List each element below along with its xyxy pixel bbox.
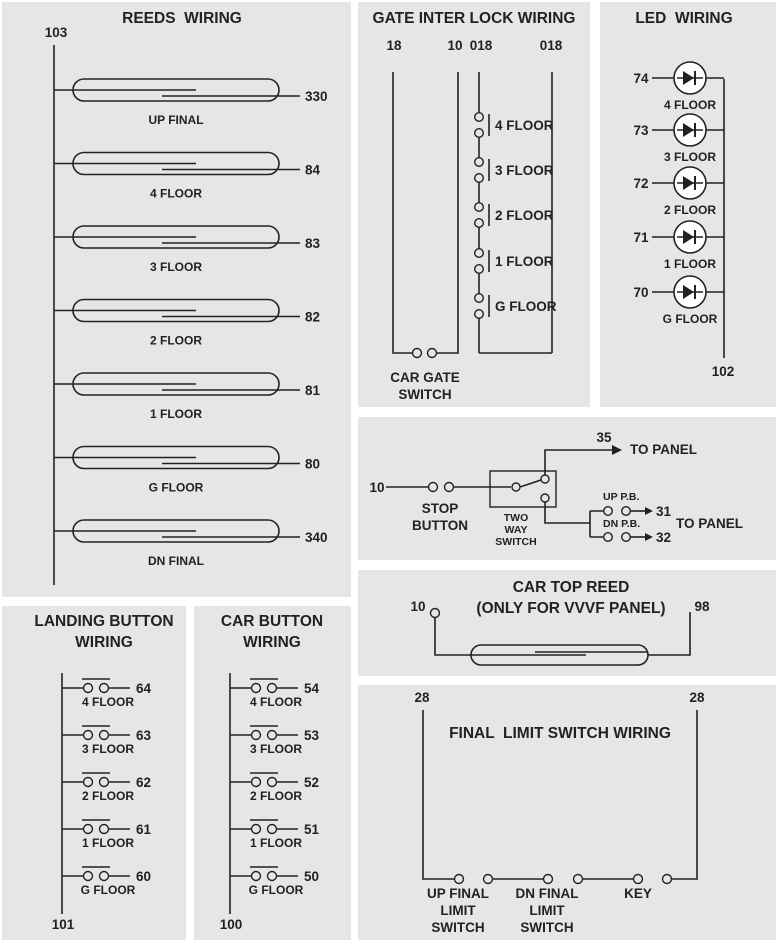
dn-final-contact-b: [574, 875, 583, 884]
dn-final-label-1: DN FINAL: [515, 886, 579, 901]
reed-label: 4 FLOOR: [149, 186, 203, 201]
button-label: G FLOOR: [248, 883, 304, 897]
stop-in-terminal: 10: [369, 480, 385, 495]
gate-contact-bottom: [475, 174, 484, 183]
gate-contact-bottom: [475, 265, 484, 274]
button-terminal: 60: [136, 869, 152, 884]
led-label: 4 FLOOR: [663, 98, 717, 112]
car-top-title-1: CAR TOP REED: [512, 579, 630, 596]
gate-car-switch-contact-b: [428, 349, 437, 358]
button-contact-left: [252, 731, 261, 740]
dn-pb-contact-b: [622, 533, 631, 542]
gate-contact-label: G FLOOR: [495, 299, 557, 314]
gate-contact-top: [475, 249, 484, 258]
up-final-label-1: UP FINAL: [426, 886, 490, 901]
reed-terminal: 80: [305, 456, 321, 472]
button-contact-right: [100, 825, 109, 834]
button-contact-right: [268, 731, 277, 740]
button-contact-right: [268, 778, 277, 787]
button-label: 4 FLOOR: [249, 695, 303, 709]
gate-contact-label: 4 FLOOR: [495, 118, 554, 133]
button-contact-right: [268, 872, 277, 881]
car-button-common-terminal: 100: [219, 917, 243, 932]
up-pb-terminal: 31: [656, 504, 672, 519]
led-terminal: 73: [633, 123, 649, 138]
button-contact-left: [84, 872, 93, 881]
reeds-title: REEDS WIRING: [122, 10, 242, 27]
up-pb-contact-b: [622, 507, 631, 516]
dn-pb-label: DN P.B.: [603, 518, 641, 530]
button-contact-left: [252, 684, 261, 693]
gate-contact-top: [475, 294, 484, 303]
car-top-right-terminal: 98: [694, 599, 710, 614]
two-way-common-contact: [512, 483, 520, 491]
button-label: 3 FLOOR: [81, 742, 135, 756]
button-label: 1 FLOOR: [81, 836, 135, 850]
dn-pb-contact-a: [604, 533, 613, 542]
button-terminal: 54: [304, 681, 320, 696]
two-way-upper-contact: [541, 475, 549, 483]
reed-terminal: 82: [305, 309, 321, 325]
button-contact-right: [100, 684, 109, 693]
up-final-contact-a: [455, 875, 464, 884]
led-terminal: 70: [633, 285, 649, 300]
final-limit-panel: [358, 685, 776, 940]
reed-terminal: 84: [305, 162, 321, 178]
reed-label: 2 FLOOR: [149, 333, 203, 348]
button-contact-right: [100, 872, 109, 881]
button-terminal: 63: [136, 728, 152, 743]
reed-terminal: 340: [305, 530, 328, 545]
button-label: 2 FLOOR: [81, 789, 135, 803]
gate-switch-label-1: CAR GATE: [390, 370, 460, 385]
gate-contact-label: 1 FLOOR: [495, 254, 554, 269]
gate-terminal-10: 10: [447, 38, 463, 53]
button-contact-left: [84, 825, 93, 834]
two-way-label-3: SWITCH: [495, 536, 537, 548]
led-label: 1 FLOOR: [663, 257, 717, 271]
reed-label: 3 FLOOR: [149, 260, 203, 274]
button-terminal: 62: [136, 775, 152, 790]
car-button-title-1: CAR BUTTON: [220, 613, 324, 630]
button-contact-left: [252, 872, 261, 881]
up-final-contact-b: [484, 875, 493, 884]
gate-contact-bottom: [475, 129, 484, 138]
button-contact-left: [84, 731, 93, 740]
button-terminal: 53: [304, 728, 320, 743]
landing-title-1: LANDING BUTTON: [34, 613, 174, 630]
led-title: LED WIRING: [635, 10, 733, 27]
led-terminal: 74: [633, 71, 649, 86]
gate-contact-bottom: [475, 310, 484, 319]
reed-terminal: 83: [305, 236, 321, 251]
two-way-lower-contact: [541, 494, 549, 502]
gate-contact-label: 2 FLOOR: [495, 208, 554, 223]
reed-terminal: 330: [305, 89, 328, 104]
car-top-left-contact: [431, 609, 440, 618]
button-contact-left: [84, 684, 93, 693]
key-label: KEY: [624, 886, 652, 901]
final-limit-left-terminal: 28: [414, 690, 430, 705]
button-label: 3 FLOOR: [249, 742, 303, 756]
gate-car-switch-contact-a: [413, 349, 422, 358]
button-contact-right: [100, 731, 109, 740]
button-contact-right: [268, 825, 277, 834]
dn-final-label-2: LIMIT: [529, 903, 565, 918]
final-limit-right-terminal: 28: [689, 690, 705, 705]
button-terminal: 52: [304, 775, 320, 790]
reeds-common-terminal: 103: [44, 25, 68, 40]
up-pb-contact-a: [604, 507, 613, 516]
button-label: 2 FLOOR: [249, 789, 303, 803]
button-terminal: 61: [136, 822, 152, 837]
gate-contact-top: [475, 203, 484, 212]
dn-final-contact-a: [544, 875, 553, 884]
dn-pb-terminal: 32: [656, 530, 672, 545]
button-terminal: 51: [304, 822, 320, 837]
button-terminal: 64: [136, 681, 152, 696]
gate-contact-bottom: [475, 219, 484, 228]
up-final-label-2: LIMIT: [440, 903, 476, 918]
button-contact-left: [84, 778, 93, 787]
car-button-title-2: WIRING: [243, 634, 301, 651]
led-label: 3 FLOOR: [663, 150, 717, 164]
reed-terminal: 81: [305, 383, 321, 398]
gate-terminal-018-b: 018: [539, 38, 563, 53]
final-limit-title: FINAL LIMIT SWITCH WIRING: [449, 725, 671, 742]
stop-out-terminal: 35: [596, 430, 612, 445]
button-contact-right: [100, 778, 109, 787]
stop-to-panel: TO PANEL: [630, 442, 698, 457]
led-label: 2 FLOOR: [663, 203, 717, 217]
stop-contact-a: [429, 483, 438, 492]
two-way-label-2: WAY: [504, 524, 528, 536]
led-terminal: 72: [633, 176, 649, 191]
key-contact-a: [634, 875, 643, 884]
reed-label: 1 FLOOR: [149, 407, 203, 421]
pb-to-panel: TO PANEL: [676, 516, 744, 531]
car-top-title-2: (ONLY FOR VVVF PANEL): [476, 600, 666, 617]
gate-terminal-18: 18: [386, 38, 402, 53]
button-contact-left: [252, 778, 261, 787]
button-label: 4 FLOOR: [81, 695, 135, 709]
stop-panel: [358, 417, 776, 560]
led-label: G FLOOR: [662, 312, 718, 326]
reed-label: UP FINAL: [148, 113, 204, 127]
reed-label: DN FINAL: [148, 554, 204, 568]
button-contact-left: [252, 825, 261, 834]
button-contact-right: [268, 684, 277, 693]
led-terminal: 71: [633, 230, 649, 245]
gate-contact-top: [475, 158, 484, 167]
gate-switch-label-2: SWITCH: [398, 387, 452, 402]
two-way-label-1: TWO: [503, 512, 529, 524]
dn-final-label-3: SWITCH: [520, 920, 574, 935]
button-label: 1 FLOOR: [249, 836, 303, 850]
gate-contact-top: [475, 113, 484, 122]
landing-title-2: WIRING: [75, 634, 133, 651]
car-top-left-terminal: 10: [410, 599, 426, 614]
stop-contact-b: [445, 483, 454, 492]
stop-button-label-1: STOP: [421, 501, 459, 516]
button-label: G FLOOR: [80, 883, 136, 897]
up-final-label-3: SWITCH: [431, 920, 485, 935]
key-contact-b: [663, 875, 672, 884]
stop-button-label-2: BUTTON: [412, 518, 468, 533]
led-common-terminal: 102: [711, 364, 735, 379]
button-terminal: 50: [304, 869, 320, 884]
gate-contact-label: 3 FLOOR: [495, 163, 554, 178]
gate-title: GATE INTER LOCK WIRING: [372, 10, 576, 27]
up-pb-label: UP P.B.: [603, 491, 640, 503]
reed-label: G FLOOR: [148, 480, 204, 495]
landing-common-terminal: 101: [51, 917, 75, 932]
gate-terminal-018-a: 018: [469, 38, 493, 53]
